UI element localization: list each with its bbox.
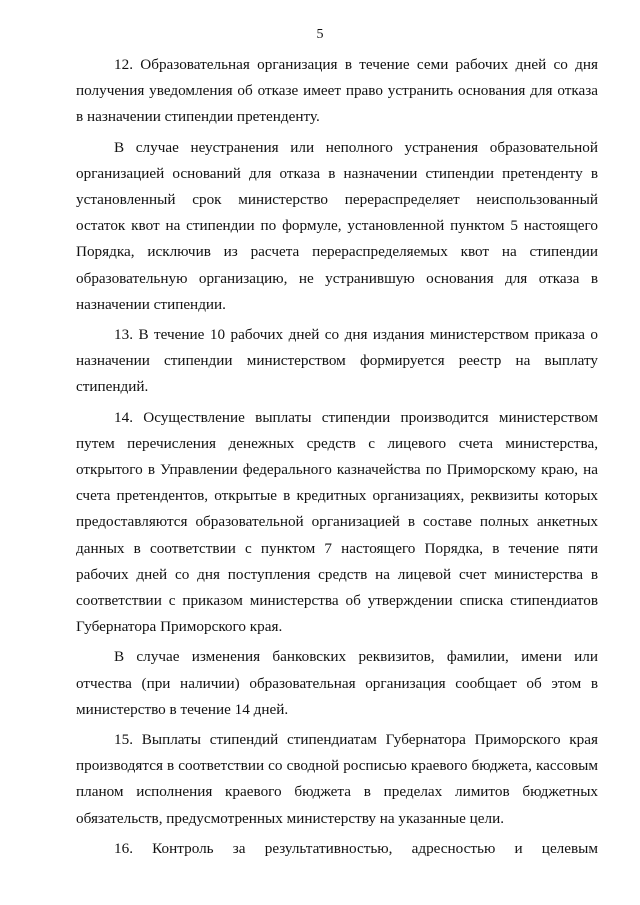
paragraph-12: 12. Образовательная организация в течение семи рабочих дней со дня получения уведомления об отказе имеет право устранить основания для отказа в назначении стипендии претенденту.: [76, 56, 598, 126]
paragraph-12-continuation: В случае неустранения или неполного устранения образовательной организацией оснований для отказа в назначении стипендии претенденту в установленный срок министерство перераспределяет неиспользованный остаток квот на стипендии по формуле, установленной пунктом 5 настоящего Порядка, исключив из расчета перераспределяемых квот на стипендии образовательную организацию, не устранившую основания для отказа в назначении стипендии.: [76, 138, 598, 313]
paragraph-15: 15. Выплаты стипендий стипендиатам Губернатора Приморского края производятся в соответствии со сводной росписью краевого бюджета, кассовым планом исполнения краевого бюджета в пределах лимитов бюджетных обязательств, предусмотренных министерству на указанные цели.: [76, 731, 598, 827]
paragraph-14-continuation: В случае изменения банковских реквизитов, фамилии, имени или отчества (при наличии) образовательная организация сообщает об этом в министерство в течение 14 дней.: [76, 648, 598, 718]
paragraph-16: 16. Контроль за результативностью, адресностью и целевым: [114, 839, 598, 857]
paragraph-14: 14. Осуществление выплаты стипендии производится министерством путем перечисления денежных средств с лицевого счета министерства, открытого в Управлении федерального казначейства по Приморскому краю, на счета претендентов, открытые в кредитных организациях, реквизиты которых предоставляются образовательной организацией в составе полных анкетных данных в соответствии с пунктом 7 настоящего Порядка, в течение пяти рабочих дней со дня поступления средств на лицевой счет министерства в соответствии с приказом министерства об утверждении списка стипендиатов Губернатора Приморского края.: [76, 408, 598, 636]
page-number: 5: [316, 27, 324, 42]
paragraph-13: 13. В течение 10 рабочих дней со дня издания министерством приказа о назначении стипендии министерством формируется реестр на выплату стипендий.: [76, 326, 598, 396]
document-body: [76, 52, 598, 866]
